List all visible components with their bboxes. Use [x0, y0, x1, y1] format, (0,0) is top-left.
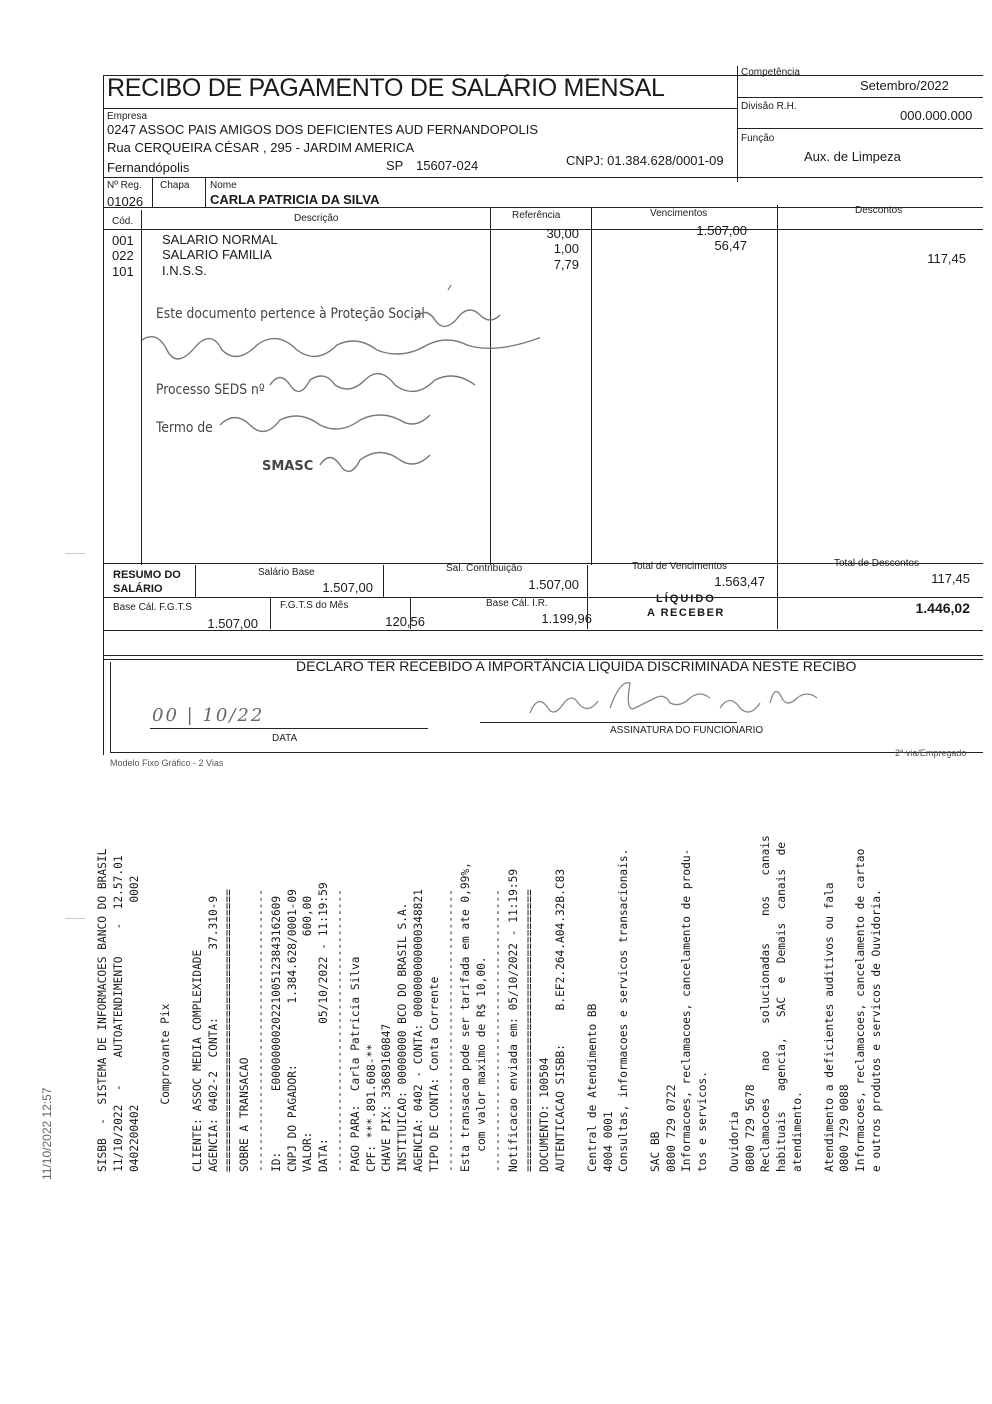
item-ref: 7,79 — [553, 257, 579, 272]
pix-line: DATA: 05/10/2022 - 11:19:59 — [317, 882, 331, 1172]
stamp-termo: Termo de — [156, 420, 213, 436]
pix-line: ID: E00000000202210051238431626​09 — [269, 895, 283, 1172]
item-descontos: 117,45 — [927, 251, 966, 266]
pix-line: ========================================== — [222, 889, 236, 1172]
pix-line: CHAVE PIX: 33689160847 — [380, 1023, 394, 1172]
frame-line — [103, 177, 983, 178]
employee-signature — [520, 678, 840, 726]
pix-line: atendimento. — [791, 1091, 805, 1172]
frame-line — [110, 662, 111, 752]
salario-base-label: Salário Base — [258, 567, 315, 578]
pix-line: Atendimento a deficientes auditivos ou fala — [822, 882, 836, 1172]
base-ir-label: Base Cál. I.R. — [486, 598, 548, 609]
pix-line — [806, 792, 822, 1172]
frame-line — [103, 207, 983, 208]
pix-line: ========================================== — [522, 889, 536, 1172]
scan-mark — [65, 918, 85, 919]
total-venc-value: 1.563,47 — [714, 574, 765, 589]
pix-line: AGENCIA: 0402-2 CONTA: 37.310-9 — [206, 895, 220, 1172]
frame-line — [737, 97, 983, 98]
pix-line: e outros produtos e servicos de Ouvidoria. — [870, 889, 884, 1172]
col-cod-header: Cód. — [112, 216, 134, 227]
item-cod: 022 — [112, 248, 134, 263]
pix-line: INSTITUICAO: 00000000 BCO DO BRASIL S.A. — [396, 902, 410, 1172]
frame-line — [205, 177, 206, 207]
liquido-label: LÍQUIDO — [656, 593, 716, 605]
base-ir-value: 1.199,96 — [541, 611, 592, 626]
pix-line: 0800 729 5678 — [743, 1084, 757, 1172]
pix-line: CNPJ DO PAGADOR: 1.384.628/0001-09 — [285, 889, 299, 1172]
pix-line — [711, 792, 727, 1172]
pix-line: ------------------------------------------ — [253, 889, 267, 1172]
cidade-value: Fernandópolis — [107, 160, 190, 175]
item-cod: 001 — [112, 233, 134, 248]
pix-line — [142, 792, 158, 1172]
pix-line: Ouvidoria — [727, 1111, 741, 1172]
empresa-label: Empresa — [107, 111, 148, 122]
fgts-mes-value: 120,56 — [385, 614, 425, 629]
data-label: DATA — [272, 733, 298, 744]
pix-line — [569, 792, 585, 1172]
liquido-value: 1.446,02 — [915, 600, 970, 616]
pix-line: tos e servicos. — [696, 1070, 710, 1172]
divisao-label: Divisão R.H. — [741, 101, 797, 112]
frame-line — [110, 752, 983, 753]
assinatura-label: ASSINATURA DO FUNCIONARIO — [610, 725, 764, 736]
pix-line: VALOR: 600,00 — [301, 895, 315, 1172]
item-venc: 1.507,00 — [696, 223, 747, 238]
pix-line: DOCUMENTO: 100504 — [538, 1057, 552, 1172]
pix-line: Consultas, informacoes e servicos transacionais. — [617, 848, 631, 1172]
pix-line: CLIENTE: ASSOC MEDIA COMPLEXIDADE — [190, 949, 204, 1172]
pix-line: SOBRE A TRANSACAO — [238, 1057, 252, 1172]
pix-line: 0800 729 0088 — [838, 1084, 852, 1172]
nome-label: Nome — [210, 180, 237, 191]
handwritten-date: 00 | 10/22 — [152, 705, 265, 726]
item-desc: SALARIO NORMAL — [162, 232, 278, 247]
base-fgts-value: 1.507,00 — [207, 616, 258, 631]
col-descontos-header: Descontos — [855, 205, 903, 216]
item-venc: 56,47 — [714, 238, 747, 253]
pix-line: AUTENTICACAO SISBB: B.EF2.264.A04.32B.C83 — [554, 868, 568, 1172]
reg-value: 01026 — [107, 194, 144, 209]
date-line — [150, 728, 428, 729]
divisao-value: 000.000.000 — [900, 108, 973, 123]
pix-line: ------------------------------------------ — [443, 889, 457, 1172]
base-fgts-label: Base Cál. F.G.T.S — [113, 602, 192, 613]
pix-line: PAGO PARA: Carla Patricia Silva — [348, 956, 362, 1172]
item-desc: I.N.S.S. — [162, 263, 207, 278]
stamp-smasc: SMASC — [262, 459, 314, 474]
competencia-value: Setembro/2022 — [860, 78, 949, 93]
declaration-text: DECLARO TER RECEBIDO A IMPORTÂNCIA LÍQUIDA DISCRIMINADA NESTE RECIBO — [296, 658, 857, 674]
stamp-processo: Processo SEDS nº — [156, 382, 265, 398]
salario-base-value: 1.507,00 — [322, 580, 373, 595]
cnpj-value: CNPJ: 01.384.628/0001-09 — [566, 153, 724, 168]
frame-line — [195, 565, 196, 597]
pix-line: SISBB - SISTEMA DE INFORMACOES BANCO DO BRASIL — [96, 848, 109, 1172]
pix-line: 4004 0001 — [601, 1111, 615, 1172]
vias-label: 2ª via/Empregado — [895, 748, 967, 758]
frame-line — [383, 565, 384, 597]
pix-line: ------------------------------------------ — [332, 889, 346, 1172]
competencia-label: Competência — [741, 67, 800, 78]
sal-contrib-label: Sal. Contribuição — [446, 563, 523, 574]
total-venc-label: Total de Vencimentos — [632, 561, 728, 572]
pix-line — [632, 792, 648, 1172]
funcao-label: Função — [741, 133, 775, 144]
empresa-value: 0247 ASSOC PAIS AMIGOS DOS DEFICIENTES AUD FERNANDOPOLIS — [107, 122, 539, 137]
pix-line: Comprovante Pix — [159, 1003, 173, 1172]
pix-line: CPF: ***.891.608-** — [364, 1044, 378, 1172]
frame-line — [103, 108, 737, 109]
pix-line: 0402200402 0002 — [127, 875, 141, 1172]
resumo-label: RESUMO DO SALÁRIO — [113, 569, 181, 595]
signature-line — [480, 722, 737, 723]
frame-line — [777, 565, 778, 629]
pix-line: 11/10/2022 - AUTOATENDIMENTO - 12.57.01 — [111, 855, 125, 1172]
sal-contrib-value: 1.507,00 — [528, 577, 579, 592]
pix-line: Informacoes, reclamacoes, cancelamento de cartao — [854, 848, 868, 1172]
pix-line: Central de Atendimento BB — [585, 1003, 599, 1172]
reg-label: Nº Reg. — [107, 180, 142, 191]
pix-receipt — [95, 792, 885, 1172]
col-venc-header: Vencimentos — [650, 208, 708, 219]
frame-line — [777, 205, 778, 565]
receipt-title: RECIBO DE PAGAMENTO DE SALÁRIO MENSAL — [107, 74, 665, 102]
scan-timestamp: 11/10/2022 12:57 — [40, 1087, 54, 1180]
total-desc-value: 117,45 — [931, 571, 970, 586]
frame-line — [591, 207, 592, 565]
frame-line — [270, 597, 271, 629]
chapa-label: Chapa — [160, 180, 190, 191]
item-desc: SALARIO FAMILIA — [162, 247, 272, 262]
pix-line: Esta transacao pode ser tarifada em ate 0,99%, — [459, 862, 473, 1172]
modelo-label: Modelo Fixo Gráfico - 2 Vias — [110, 758, 224, 766]
pix-line: ------------------------------------------ — [490, 889, 504, 1172]
item-ref: 30,00 — [546, 226, 579, 241]
col-desc-header: Descrição — [294, 213, 339, 224]
fgts-mes-label: F.G.T.S do Mês — [280, 600, 349, 611]
handwriting-scribble — [140, 285, 540, 485]
frame-line — [152, 177, 153, 207]
a-receber-label: A RECEBER — [647, 607, 725, 619]
col-ref-header: Referência — [512, 210, 561, 221]
item-ref: 1,00 — [553, 241, 579, 256]
funcao-value: Aux. de Limpeza — [804, 149, 901, 164]
pix-line: TIPO DE CONTA: Conta Corrente — [427, 976, 441, 1172]
pix-line: SAC BB — [648, 1131, 662, 1172]
pix-line — [174, 792, 190, 1172]
scan-mark — [65, 553, 85, 554]
frame-line — [737, 128, 983, 129]
frame-divider-right — [737, 66, 738, 182]
nome-value: CARLA PATRICIA DA SILVA — [210, 192, 380, 207]
pix-line: Reclamacoes nao solucionadas nos canais — [759, 835, 773, 1172]
pix-line: 0800 729 0722 — [664, 1084, 678, 1172]
total-desc-label: Total de Descontos — [834, 558, 920, 569]
cep-value: 15607-024 — [416, 158, 479, 173]
stamp-line: Este documento pertence à Proteção Social — [156, 306, 425, 322]
endereco-value: Rua CERQUEIRA CÉSAR , 295 - JARDIM AMERICA — [107, 140, 415, 155]
pix-line: AGENCIA: 0402 - CONTA: 0000000000000348821 — [411, 889, 425, 1172]
frame-line — [103, 655, 983, 656]
pix-line: habituais agencia, SAC e Demais canais de — [775, 841, 789, 1172]
pix-line: com valor maximo de R$ 10,00. — [475, 956, 489, 1172]
item-cod: 101 — [112, 264, 134, 279]
uf-value: SP — [386, 158, 404, 173]
pix-line: Notificacao enviada em: 05/10/2022 - 11:19:59 — [506, 868, 520, 1172]
pix-line: Informacoes, reclamacoes, cancelamento de produ- — [680, 848, 694, 1172]
